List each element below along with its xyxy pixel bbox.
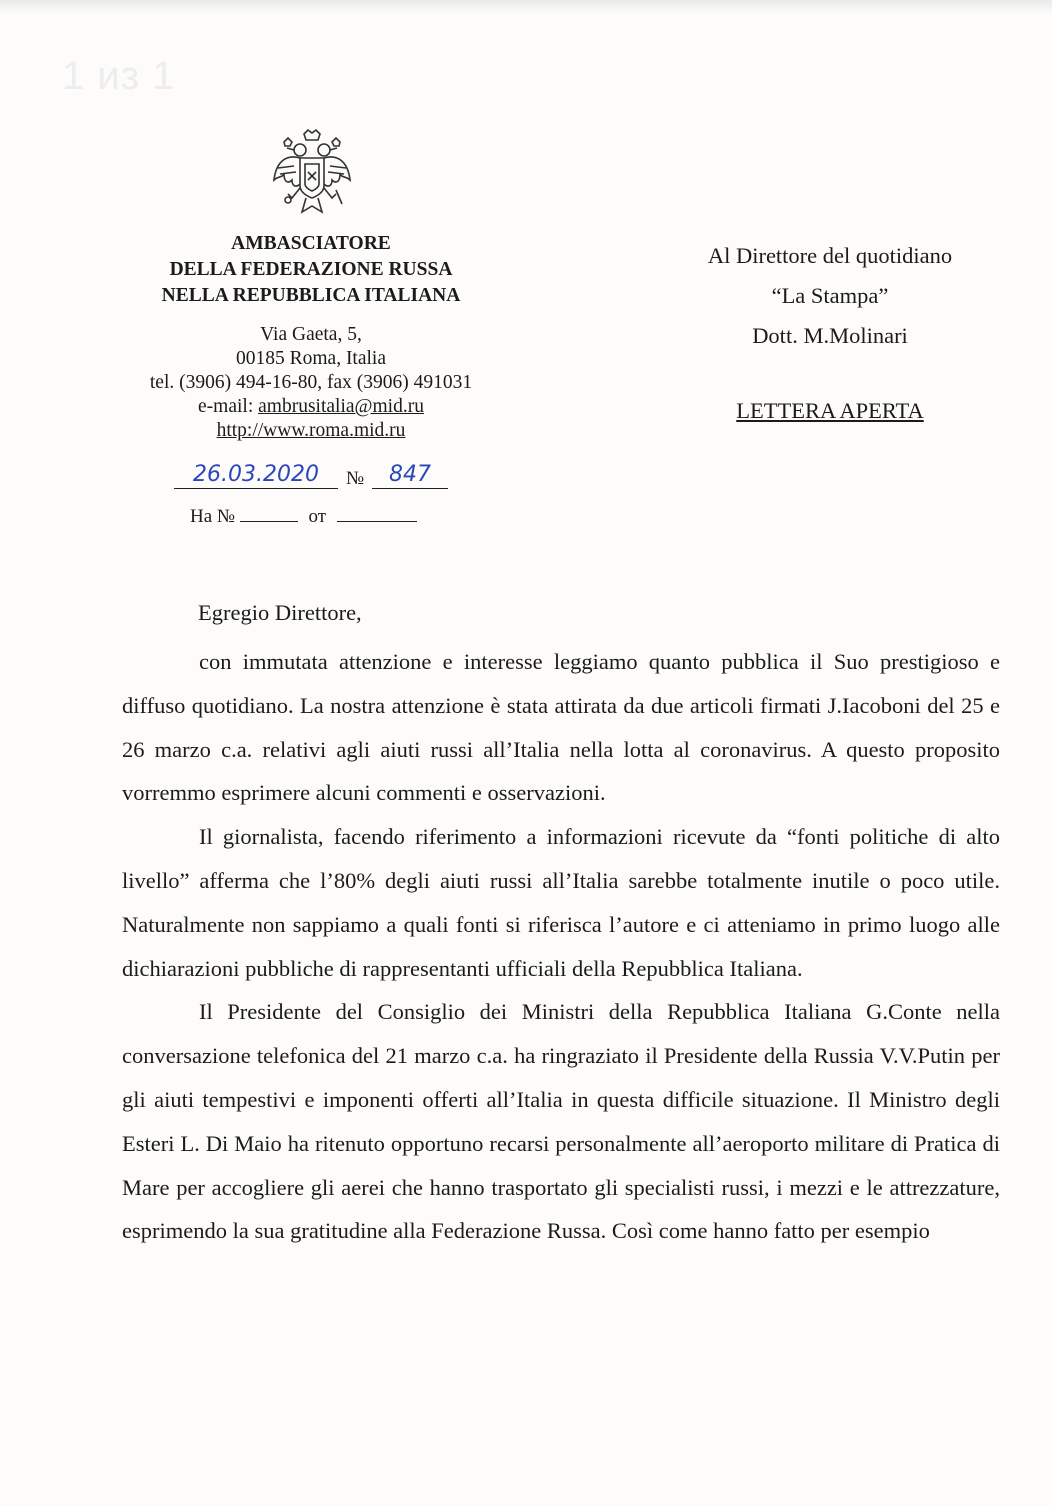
recipient-line: Dott. M.Molinari: [752, 323, 908, 348]
org-line: DELLA FEDERAZIONE RUSSA: [169, 259, 453, 280]
reply-date-blank: [337, 504, 417, 522]
reference-number-label: №: [346, 468, 365, 489]
reference-number: 847: [389, 462, 431, 487]
reply-reference-line: [190, 504, 417, 528]
body-paragraph: Il giornalista, facendo riferimento a informazioni ricevute da “fonti politiche di alto livello” afferma che l’80% degli aiuti russi all’Italia sarebbe totalmente inutile o poco utile. Naturalmente non sappiamo a quali fonti si riferisca l’autore e ci atteniamo in primo luogo alle dichiarazioni pubbliche di rappresentanti ufficiali della Repubblica Italiana.: [122, 824, 1000, 981]
recipient-line: Al Direttore del quotidiano: [707, 243, 953, 268]
org-line: NELLA REPUBBLICA ITALIANA: [161, 285, 461, 306]
address-email-row: [120, 395, 502, 419]
reply-number-blank: [240, 504, 298, 522]
address-street: Via Gaeta, 5,: [260, 324, 362, 345]
body-paragraph: Il Presidente del Consiglio dei Ministri della Repubblica Italiana G.Conte nella conversazione telefonica del 21 marzo c.a. ha ringraziato il Presidente della Russia V.V.Putin per gli aiuti tempestivi e imponenti offerti all’Italia in questa difficile situazione. Il Ministro degli Esteri L. Di Maio ha ritenuto opportuno recarsi personalmente all’aeroporto militare di Pratica di Mare per accogliere gli aerei che hanno trasportato gli specialisti russi, i mezzi e le attrezzature, esprimendo la sua gratitudine alla Federazione Russa. Così come hanno fatto per esempio: [122, 999, 1000, 1244]
body-paragraph: con immutata attenzione e interesse leggiamo quanto pubblica il Suo prestigioso e diffuso quotidiano. La nostra attenzione è stata attirata da due articoli firmati J.Iacoboni del 25 e 26 marzo c.a. relativi agli aiuti russi all’Italia nella lotta al coronavirus. A questo proposito vorremmo esprimere alcuni commenti e osservazioni.: [122, 649, 1000, 806]
page-top-edge: [0, 0, 1052, 14]
address-city: 00185 Roma, Italia: [235, 348, 386, 369]
page-counter: 1 из 1: [62, 54, 176, 98]
sender-organization: [120, 231, 502, 309]
reply-from-label: от: [308, 506, 327, 527]
recipient-block: [660, 236, 1000, 356]
org-line: AMBASCIATORE: [231, 233, 391, 254]
recipient-line: “La Stampa”: [771, 283, 889, 308]
reply-label: На №: [190, 506, 236, 527]
email-label: e-mail:: [198, 396, 259, 417]
divider: [372, 488, 448, 489]
letter-body: [122, 640, 1000, 1253]
reference-line: [174, 462, 464, 494]
salutation: Egregio Direttore,: [198, 600, 362, 625]
sender-address: [120, 323, 502, 443]
letter-type-heading: LETTERA APERTA: [736, 398, 924, 423]
coat-of-arms-icon: [270, 128, 354, 220]
email-link[interactable]: ambrusitalia@mid.ru: [258, 396, 424, 417]
sender-block: [120, 231, 502, 443]
divider: [174, 488, 338, 489]
website-link[interactable]: http://www.roma.mid.ru: [216, 420, 406, 441]
address-phone: tel. (3906) 494-16-80, fax (3906) 491031: [149, 372, 473, 393]
reference-date: 26.03.2020: [193, 462, 319, 487]
address-website-row: [120, 419, 502, 443]
